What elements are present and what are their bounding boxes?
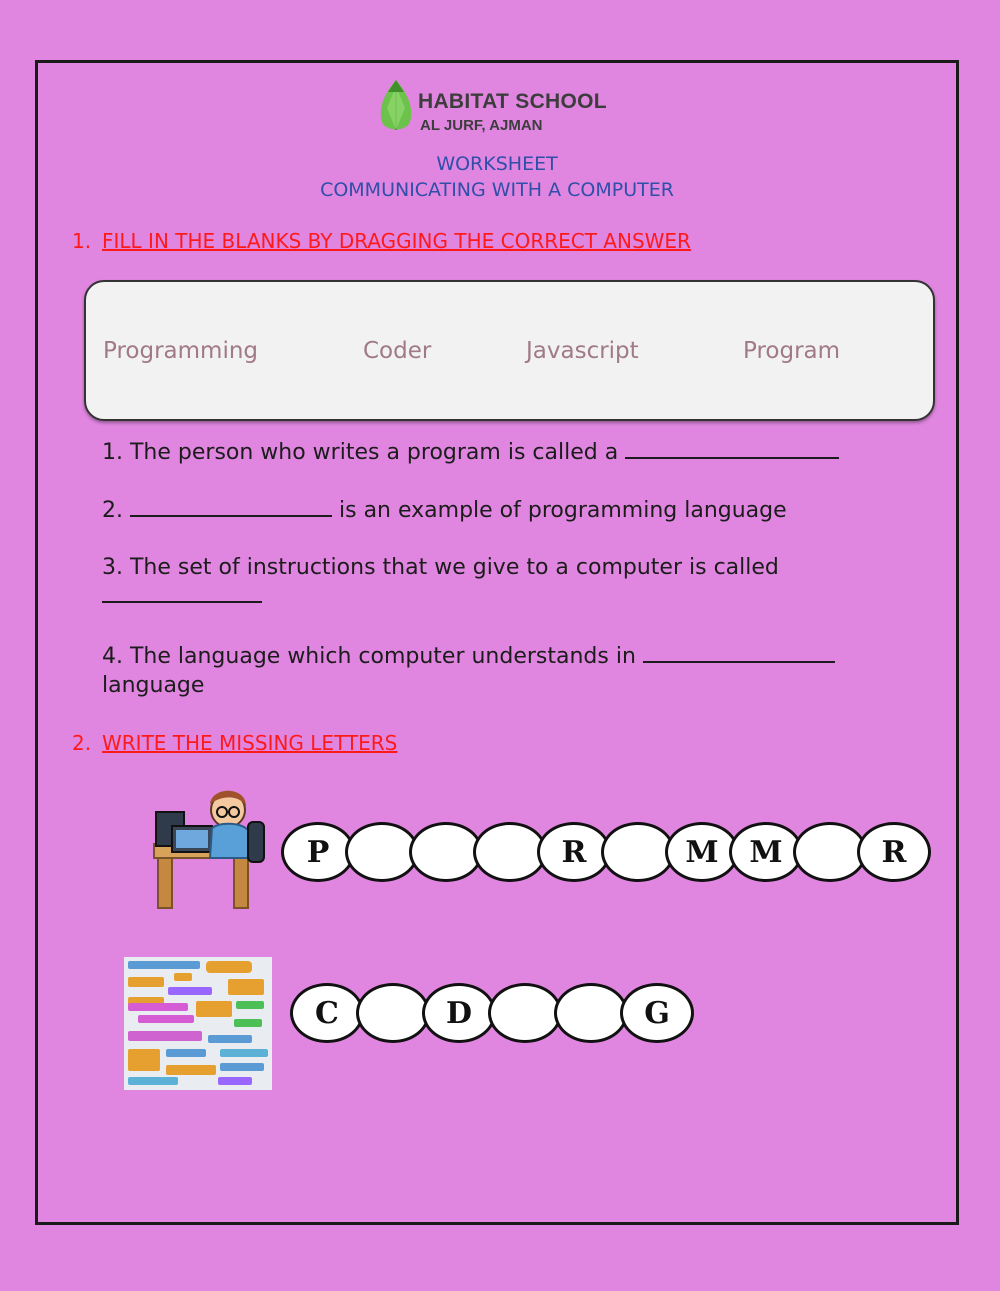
school-logo-icon: [376, 78, 416, 136]
answer-blank[interactable]: [643, 643, 835, 663]
letter-circle[interactable]: [473, 822, 547, 882]
word-bank: [84, 280, 935, 421]
programmer-illustration-icon: [150, 782, 268, 912]
question-4: [102, 642, 835, 700]
letter-circle[interactable]: D: [422, 983, 496, 1043]
word-bank-item[interactable]: Program: [743, 338, 841, 364]
answer-blank[interactable]: [625, 439, 839, 459]
school-name: HABITAT SCHOOL: [418, 90, 607, 113]
section1-heading: [72, 229, 691, 253]
letter-circle[interactable]: M: [665, 822, 739, 882]
worksheet-title: WORKSHEET: [436, 153, 558, 175]
question-text: 3. The set of instructions that we give to a computer is called: [102, 555, 779, 580]
missing-letters-word-2: [290, 983, 690, 1049]
letter-circle[interactable]: R: [537, 822, 611, 882]
letter-circle[interactable]: [488, 983, 562, 1043]
letter-circle[interactable]: [601, 822, 675, 882]
code-blocks-illustration-icon: [124, 957, 272, 1090]
letter-circle[interactable]: [356, 983, 430, 1043]
question-text: 1. The person who writes a program is called a: [102, 440, 619, 465]
missing-letters-word-1: [281, 822, 921, 888]
question-1: [102, 438, 839, 467]
section2-heading-text: WRITE THE MISSING LETTERS: [102, 731, 398, 755]
letter-circle[interactable]: C: [290, 983, 364, 1043]
worksheet-subtitle: COMMUNICATING WITH A COMPUTER: [320, 179, 674, 201]
question-text: 4. The language which computer understands in: [102, 644, 636, 669]
question-text: language: [102, 673, 205, 698]
letter-circle[interactable]: [409, 822, 483, 882]
section2-number: 2.: [72, 731, 92, 755]
section1-heading-text: FILL IN THE BLANKS BY DRAGGING THE CORRECT ANSWER: [102, 229, 691, 253]
answer-blank[interactable]: [102, 583, 262, 603]
word-bank-item[interactable]: Programming: [103, 338, 259, 364]
letter-circle[interactable]: [554, 983, 628, 1043]
word-bank-item[interactable]: Javascript: [526, 338, 639, 364]
section1-number: 1.: [72, 229, 92, 253]
letter-circle[interactable]: [793, 822, 867, 882]
school-location: AL JURF, AJMAN: [420, 117, 543, 134]
section2-heading: [72, 731, 397, 755]
word-bank-item[interactable]: Coder: [363, 338, 432, 364]
letter-circle[interactable]: P: [281, 822, 355, 882]
letter-circle[interactable]: G: [620, 983, 694, 1043]
question-text: 2.: [102, 498, 123, 523]
question-text: is an example of programming language: [339, 498, 787, 523]
letter-circle[interactable]: [345, 822, 419, 882]
question-3: [102, 553, 779, 611]
question-2: [102, 496, 787, 525]
letter-circle[interactable]: R: [857, 822, 931, 882]
letter-circle[interactable]: M: [729, 822, 803, 882]
answer-blank[interactable]: [130, 497, 332, 517]
